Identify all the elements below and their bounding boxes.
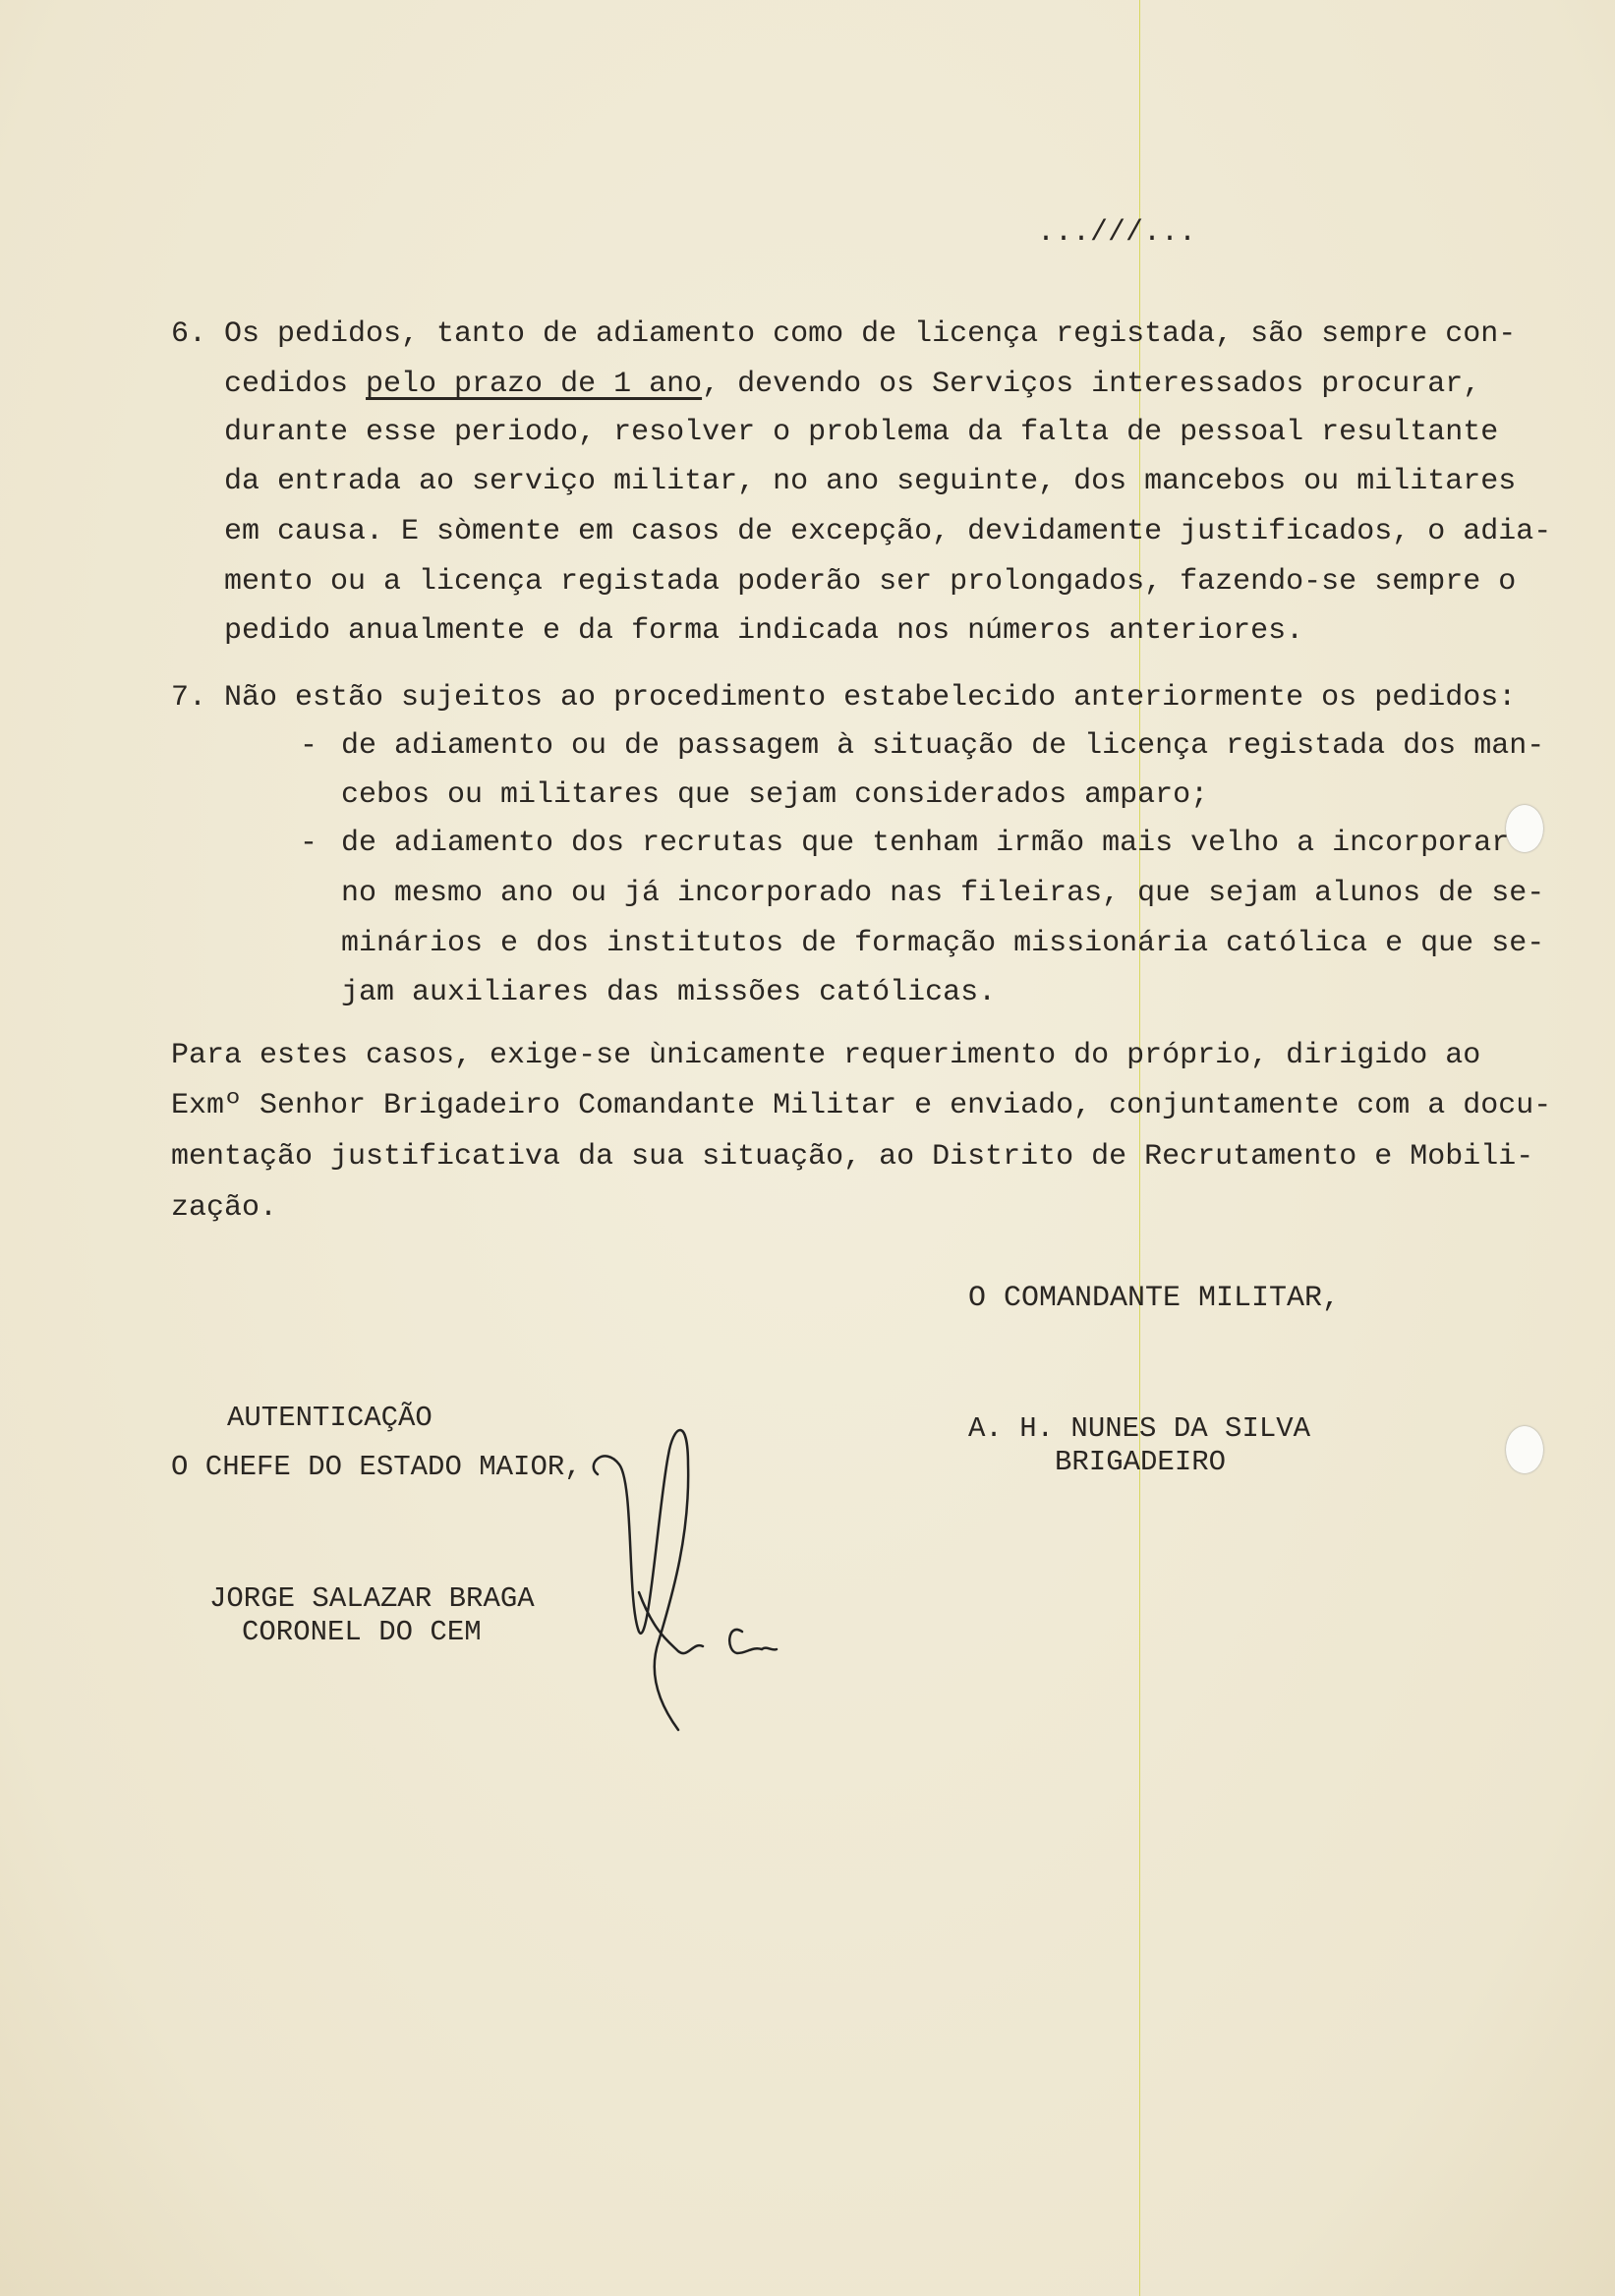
commander-name: A. H. NUNES DA SILVA bbox=[968, 1412, 1311, 1445]
bullet-dash: - bbox=[300, 729, 318, 763]
item-7-number: 7. bbox=[171, 681, 207, 715]
line-segment: cedidos bbox=[224, 368, 367, 401]
bullet-line: de adiamento ou de passagem à situação de licença registada dos man- bbox=[341, 729, 1545, 763]
item-6-line: pedido anualmente e da forma indicada nos números anteriores. bbox=[224, 614, 1304, 648]
continuation-mark: ...///... bbox=[1037, 216, 1197, 250]
item-6-line: durante esse periodo, resolver o problema da falta de pessoal resultante bbox=[224, 416, 1499, 449]
item-6-number: 6. bbox=[171, 317, 207, 351]
item-6-line bbox=[224, 370, 1480, 399]
chief-rank: CORONEL DO CEM bbox=[242, 1616, 482, 1648]
commander-rank: BRIGADEIRO bbox=[1055, 1446, 1227, 1478]
commander-title: O COMANDANTE MILITAR, bbox=[968, 1282, 1341, 1315]
punch-hole bbox=[1506, 1426, 1543, 1473]
handwritten-signature bbox=[580, 1406, 836, 1759]
item-6-line: em causa. E sòmente em casos de excepção, devidamente justificados, o adia- bbox=[224, 515, 1552, 548]
bullet-dash: - bbox=[300, 827, 318, 860]
closing-line: zação. bbox=[171, 1191, 278, 1225]
line-segment: , devendo os Serviços interessados procurar, bbox=[702, 368, 1481, 401]
item-6-line: da entrada ao serviço militar, no ano seguinte, dos mancebos ou militares bbox=[224, 465, 1517, 498]
bullet-line: minários e dos institutos de formação missionária católica e que se- bbox=[341, 927, 1545, 960]
item-7-intro: Não estão sujeitos ao procedimento estabelecido anteriormente os pedidos: bbox=[224, 681, 1517, 715]
bullet-line: de adiamento dos recrutas que tenham irmão mais velho a incorporar bbox=[341, 827, 1510, 860]
closing-line: Exmº Senhor Brigadeiro Comandante Militar e enviado, conjuntamente com a docu- bbox=[171, 1089, 1552, 1122]
chief-title: O CHEFE DO ESTADO MAIOR, bbox=[171, 1451, 582, 1483]
punch-hole bbox=[1506, 805, 1543, 852]
underlined-phrase: pelo prazo de 1 ano bbox=[366, 368, 703, 401]
chief-name: JORGE SALAZAR BRAGA bbox=[209, 1582, 535, 1615]
closing-line: mentação justificativa da sua situação, ao Distrito de Recrutamento e Mobili- bbox=[171, 1140, 1534, 1174]
closing-line: Para estes casos, exige-se ùnicamente requerimento do próprio, dirigido ao bbox=[171, 1039, 1481, 1072]
item-6-line: Os pedidos, tanto de adiamento como de licença registada, são sempre con- bbox=[224, 317, 1517, 351]
bullet-line: cebos ou militares que sejam considerados amparo; bbox=[341, 778, 1209, 812]
bullet-line: no mesmo ano ou já incorporado nas fileiras, que sejam alunos de se- bbox=[341, 877, 1545, 910]
item-6-line: mento ou a licença registada poderão ser prolongados, fazendo-se sempre o bbox=[224, 565, 1517, 599]
bullet-line: jam auxiliares das missões católicas. bbox=[341, 976, 997, 1009]
authentication-label: AUTENTICAÇÃO bbox=[227, 1402, 433, 1434]
